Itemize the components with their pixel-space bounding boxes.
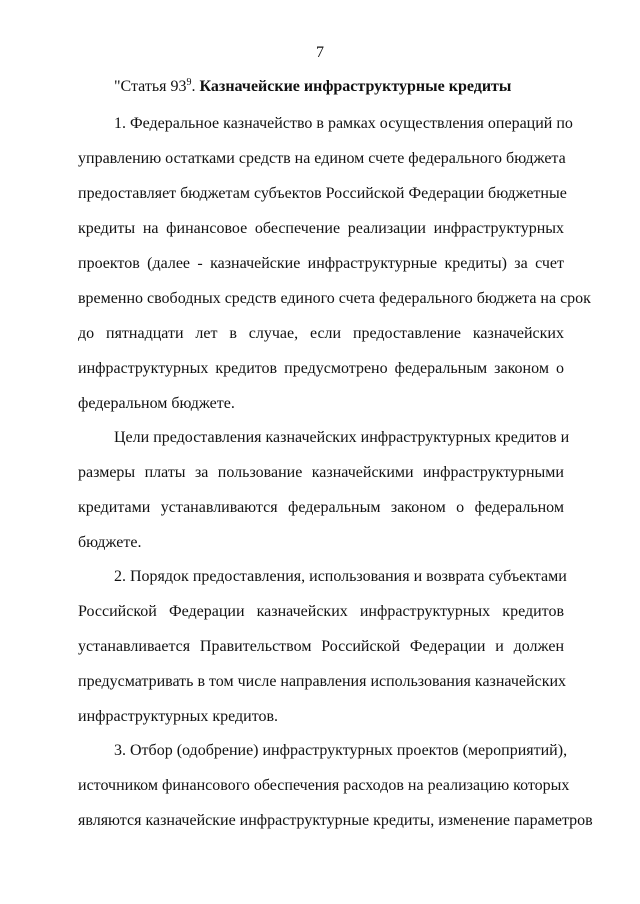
text-line: Российской Федерации казначейских инфраструктурных кредитов bbox=[78, 603, 564, 620]
text-line: 2. Порядок предоставления, использования и возврата субъектами bbox=[114, 568, 567, 585]
text-line: проектов (далее - казначейские инфраструктурные кредиты) за счет bbox=[78, 255, 564, 272]
text-line: кредитами устанавливаются федеральным законом о федеральном bbox=[78, 499, 564, 516]
text-line: инфраструктурных кредитов. bbox=[78, 708, 279, 725]
text-line: источником финансового обеспечения расходов на реализацию которых bbox=[78, 777, 570, 794]
text-line: бюджете. bbox=[78, 534, 142, 551]
article-prefix: "Статья 93 bbox=[114, 78, 187, 95]
text-line: размеры платы за пользование казначейскими инфраструктурными bbox=[78, 464, 564, 481]
text-line: устанавливается Правительством Российской Федерации и должен bbox=[78, 638, 564, 655]
article-superscript: 9 bbox=[186, 77, 192, 88]
text-line: Цели предоставления казначейских инфраструктурных кредитов и bbox=[114, 429, 570, 446]
page-number: 7 bbox=[316, 44, 324, 61]
text-line: управлению остатками средств на едином счете федерального бюджета bbox=[78, 150, 566, 167]
text-line: до пятнадцати лет в случае, если предоставление казначейских bbox=[78, 325, 564, 342]
article-title: Казначейские инфраструктурные кредиты bbox=[199, 78, 512, 95]
article-dot: . bbox=[191, 78, 196, 95]
text-line: являются казначейские инфраструктурные кредиты, изменение параметров bbox=[78, 812, 593, 829]
article-heading bbox=[114, 77, 511, 96]
text-line: кредиты на финансовое обеспечение реализации инфраструктурных bbox=[78, 220, 564, 237]
text-line: предоставляет бюджетам субъектов Российской Федерации бюджетные bbox=[78, 185, 567, 202]
text-line: предусматривать в том числе направления использования казначейских bbox=[78, 673, 567, 690]
text-line: 1. Федеральное казначейство в рамках осуществления операций по bbox=[114, 115, 573, 132]
text-line: федеральном бюджете. bbox=[78, 395, 235, 412]
text-line: 3. Отбор (одобрение) инфраструктурных проектов (мероприятий), bbox=[114, 742, 568, 759]
text-line: временно свободных средств единого счета федерального бюджета на срок bbox=[78, 290, 591, 307]
text-line: инфраструктурных кредитов предусмотрено федеральным законом о bbox=[78, 360, 564, 377]
